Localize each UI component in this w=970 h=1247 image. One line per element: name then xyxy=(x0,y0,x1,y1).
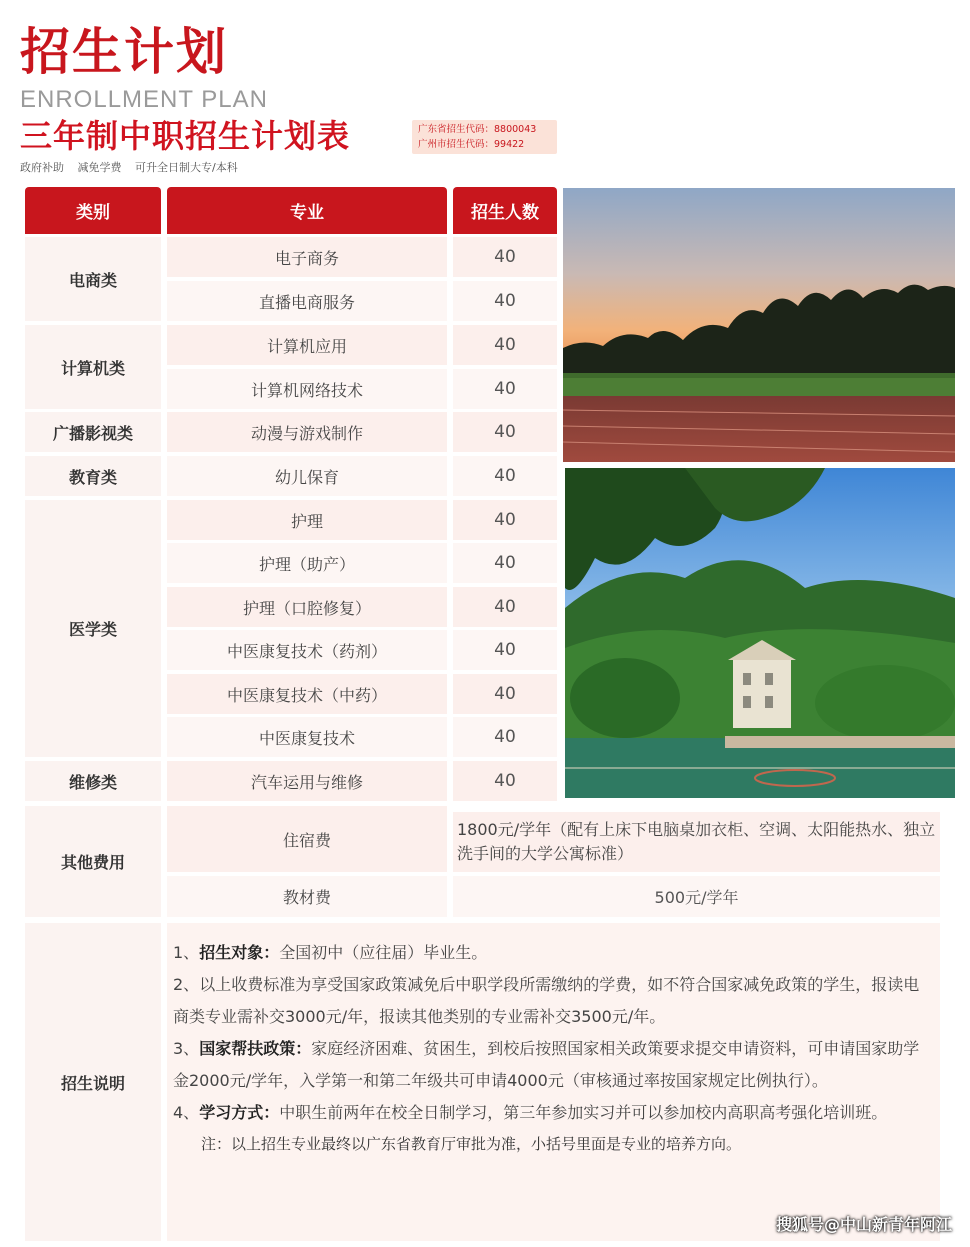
header-tags xyxy=(20,160,248,176)
watermark: 搜狐号@中山新青年阿江 xyxy=(775,1215,952,1234)
major-count: 40 xyxy=(453,325,557,365)
page-subtitle: 三年制中职招生计划表 xyxy=(20,117,351,155)
page-title: 招生计划 xyxy=(20,23,228,81)
note-2: 2、以上收费标准为享受国家政策减免后中职学段所需缴纳的学费，如不符合国家减免政策的学生，报读电商类专业需补交3000元/年，报读其他类别的专业需补交3500元/年。 xyxy=(173,975,920,1026)
note-3: 3、国家帮扶政策：家庭经济困难、贫困生，到校后按照国家相关政策要求提交申请资料，可申请国家助学金2000元/学年，入学第一和第二年级共可申请4000元（审核通过率按国家规定比例执行）。 xyxy=(173,1039,920,1090)
category-instructions: 招生说明 xyxy=(25,923,161,1241)
major-count: 40 xyxy=(453,237,557,277)
category-computer: 计算机类 xyxy=(25,325,161,409)
category-ecommerce: 电商类 xyxy=(25,237,161,321)
col-header-category: 类别 xyxy=(25,187,161,234)
major-count: 40 xyxy=(453,500,557,540)
campus-photo-sunset xyxy=(563,188,955,462)
col-header-major: 专业 xyxy=(167,187,447,234)
fee-item-textbook: 教材费 xyxy=(167,876,447,917)
major-count: 40 xyxy=(453,369,557,409)
major-name: 护理 xyxy=(167,500,447,540)
tag-subsidy: 政府补助 xyxy=(20,161,64,174)
major-name: 汽车运用与维修 xyxy=(167,761,447,801)
major-name: 幼儿保育 xyxy=(167,456,447,496)
major-count: 40 xyxy=(453,412,557,452)
category-education: 教育类 xyxy=(25,456,161,496)
code-guangzhou: 广州市招生代码：99422 xyxy=(418,139,525,150)
col-header-count: 招生人数 xyxy=(453,187,557,234)
major-count: 40 xyxy=(453,630,557,670)
major-name: 计算机应用 xyxy=(167,325,447,365)
major-count: 40 xyxy=(453,674,557,714)
major-name: 计算机网络技术 xyxy=(167,369,447,409)
note-1: 1、招生对象：全国初中（应往届）毕业生。 xyxy=(173,943,488,962)
major-name: 护理（口腔修复） xyxy=(167,587,447,627)
category-other-fees: 其他费用 xyxy=(25,806,161,917)
fee-value-accommodation: 1800元/学年（配有上床下电脑桌加衣柜、空调、太阳能热水、独立洗手间的大学公寓标准） xyxy=(453,812,940,872)
note-footnote: 注：以上招生专业最终以广东省教育厅审批为准，小括号里面是专业的培养方向。 xyxy=(201,1135,742,1153)
campus-photo-hillside xyxy=(565,468,955,798)
major-count: 40 xyxy=(453,761,557,801)
major-count: 40 xyxy=(453,587,557,627)
category-repair: 维修类 xyxy=(25,761,161,801)
tag-tuition: 减免学费 xyxy=(77,161,122,174)
major-count: 40 xyxy=(453,543,557,583)
enrollment-notes xyxy=(167,923,940,1241)
fee-value-textbook: 500元/学年 xyxy=(453,876,940,917)
enrollment-code-box xyxy=(412,120,557,154)
tag-upgrade: 可升全日制大专/本科 xyxy=(135,161,238,174)
fee-item-accommodation: 住宿费 xyxy=(167,806,447,872)
category-broadcast: 广播影视类 xyxy=(25,412,161,452)
major-count: 40 xyxy=(453,456,557,496)
page-title-en: ENROLLMENT PLAN xyxy=(20,86,268,113)
major-name: 中医康复技术 xyxy=(167,717,447,757)
major-name: 动漫与游戏制作 xyxy=(167,412,447,452)
major-count: 40 xyxy=(453,281,557,321)
major-count: 40 xyxy=(453,717,557,757)
major-name: 直播电商服务 xyxy=(167,281,447,321)
major-name: 中医康复技术（药剂） xyxy=(167,630,447,670)
code-guangdong: 广东省招生代码：8800043 xyxy=(418,124,537,135)
major-name: 中医康复技术（中药） xyxy=(167,674,447,714)
note-4: 4、学习方式：中职生前两年在校全日制学习，第三年参加实习并可以参加校内高职高考强化培训班。 xyxy=(173,1103,888,1122)
major-name: 护理（助产） xyxy=(167,543,447,583)
category-medical: 医学类 xyxy=(25,500,161,757)
major-name: 电子商务 xyxy=(167,237,447,277)
